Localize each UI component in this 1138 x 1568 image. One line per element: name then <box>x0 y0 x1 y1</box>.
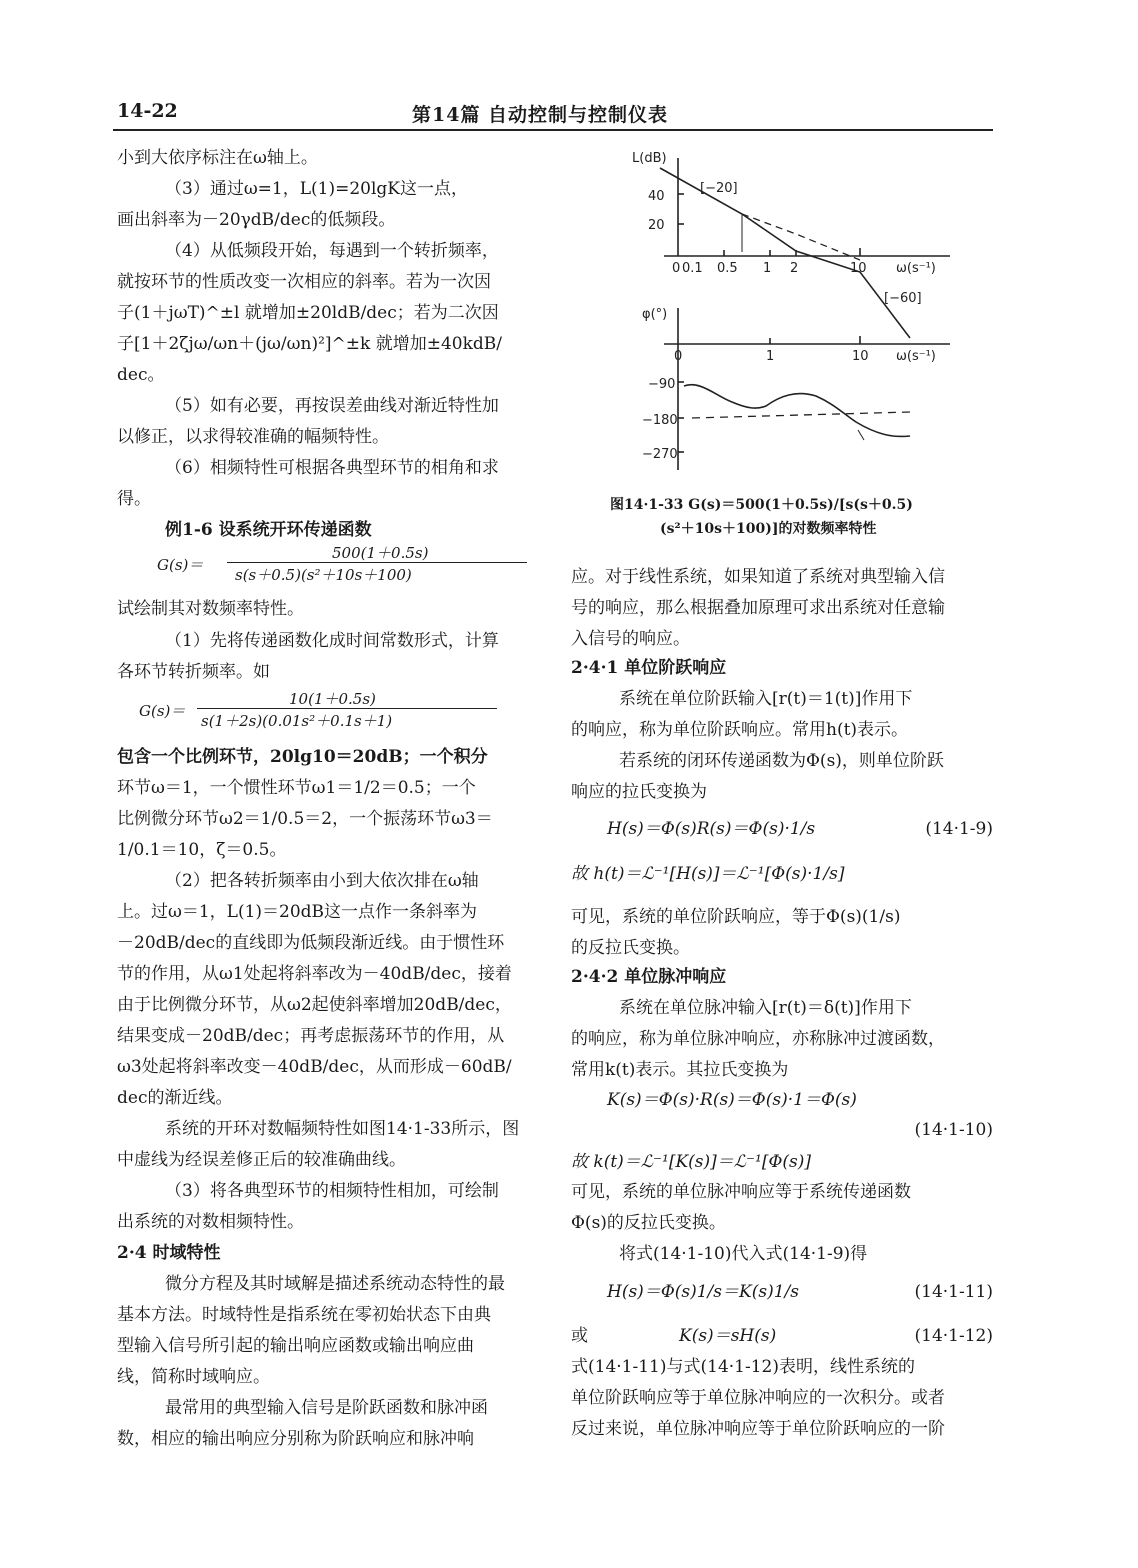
text-line: 常用k(t)表示。其拉氏变换为 <box>571 1060 789 1080</box>
text-line: 系统的开环对数幅频特性如图14·1-33所示，图 <box>165 1119 520 1139</box>
text-line: 系统在单位脉冲输入[r(t)＝δ(t)]作用下 <box>619 998 912 1018</box>
slope-label: [−60] <box>884 291 922 306</box>
figure-caption: (s²＋10s＋100)]的对数频率特性 <box>660 521 877 537</box>
text-line: Φ(s)的反拉氏变换。 <box>571 1213 726 1233</box>
text-line: 中虚线为经误差修正后的较准确曲线。 <box>117 1150 406 1170</box>
equation-14-1-9: H(s)＝Φ(s)R(s)＝Φ(s)·1/s <box>607 819 816 839</box>
text-line: 出系统的对数相频特性。 <box>117 1212 304 1232</box>
text-line: 基本方法。时域特性是指系统在零初始状态下由典 <box>117 1305 491 1325</box>
text-line: 最常用的典型输入信号是阶跃函数和脉冲函 <box>165 1398 488 1418</box>
text-line: 响应的拉氏变换为 <box>571 782 707 802</box>
text-line: （6）相频特性可根据各典型环节的相角和求 <box>165 458 499 478</box>
mag-ylabel: L(dB) <box>632 151 667 166</box>
mag-xtick: 10 <box>850 261 867 276</box>
text-line: 数，相应的输出响应分别称为阶跃响应和脉冲响 <box>117 1429 474 1449</box>
example-heading: 例1-6 设系统开环传递函数 <box>165 520 372 540</box>
phase-xtick: 1 <box>766 349 775 364</box>
mag-ytick: 40 <box>648 189 665 204</box>
text-line: （5）如有必要，再按误差曲线对渐近特性加 <box>165 396 499 416</box>
equation-number: (14·1-11) <box>914 1282 993 1302</box>
text-line: 入信号的响应。 <box>571 629 690 649</box>
text-line: 的响应，称为单位脉冲响应，亦称脉冲过渡函数， <box>571 1029 945 1049</box>
text-line: 各环节转折频率。如 <box>117 662 270 682</box>
phase-curve <box>684 385 910 437</box>
section-heading: 2·4 时域特性 <box>117 1243 221 1263</box>
text-line: －20dB/dec的直线即为低频段渐近线。由于惯性环 <box>117 933 505 953</box>
text-line: 若系统的闭环传递函数为Φ(s)，则单位阶跃 <box>619 751 944 771</box>
phase-ytick: −270 <box>642 447 678 462</box>
text-line: 的响应，称为单位阶跃响应。常用h(t)表示。 <box>571 720 909 740</box>
equation-1 <box>157 542 527 586</box>
equation-inverse-laplace: 故 k(t)＝ℒ⁻¹[K(s)]＝ℒ⁻¹[Φ(s)] <box>571 1152 812 1172</box>
text-line: 号的响应，那么根据叠加原理可求出系统对任意输 <box>571 598 945 618</box>
phase-xtick: 0 <box>674 349 683 364</box>
subsection-heading: 2·4·1 单位阶跃响应 <box>571 658 727 678</box>
text-line: （2）把各转折频率由小到大依次排在ω轴 <box>165 871 479 891</box>
text-line: 子[1＋2ζjω/ωn＋(jω/ωn)²]^±k 就增加±40kdB/ <box>117 334 503 354</box>
equation-lhs: G(s)＝ <box>139 702 186 720</box>
page-number: 14-22 <box>117 100 178 122</box>
text-line: 就按环节的性质改变一次相应的斜率。若为一次因 <box>117 272 491 292</box>
text-line: 由于比例微分环节，从ω2起使斜率增加20dB/dec， <box>117 995 512 1015</box>
equation-14-1-11: H(s)＝Φ(s)1/s＝K(s)1/s <box>607 1282 799 1302</box>
text-line: 结果变成－20dB/dec；再考虑振荡环节的作用，从 <box>117 1026 505 1046</box>
text-line: 环节ω＝1，一个惯性环节ω1＝1/2＝0.5；一个 <box>117 778 476 798</box>
mag-xlabel: ω(s⁻¹) <box>896 261 936 276</box>
bode-plot-figure <box>620 148 960 478</box>
text-line: 可见，系统的单位阶跃响应，等于Φ(s)(1/s) <box>571 907 901 927</box>
text-line: （4）从低频段开始，每遇到一个转折频率， <box>165 241 499 261</box>
text-line: 包含一个比例环节，20lg10＝20dB；一个积分 <box>117 747 488 767</box>
text-line: 的反拉氏变换。 <box>571 938 690 958</box>
text-line: 式(14·1-11)与式(14·1-12)表明，线性系统的 <box>571 1357 915 1377</box>
equation-inverse-laplace: 故 h(t)＝ℒ⁻¹[H(s)]＝ℒ⁻¹[Φ(s)·1/s] <box>571 864 845 884</box>
mag-xtick: 2 <box>790 261 799 276</box>
text-line: 线，简称时域响应。 <box>117 1367 270 1387</box>
equation-lhs: G(s)＝ <box>157 556 204 574</box>
equation-numerator: 10(1＋0.5s) <box>289 690 376 708</box>
text-line: 微分方程及其时域解是描述系统动态特性的最 <box>165 1274 505 1294</box>
text-line: dec的渐近线。 <box>117 1088 233 1108</box>
text-line: （3）通过ω=1，L(1)=20lgK这一点， <box>165 179 469 199</box>
text-line: 子(1＋jωT)^±l 就增加±20ldB/dec；若为二次因 <box>117 303 499 323</box>
minus-180-reference-line <box>692 412 910 418</box>
magnitude-asymptote-curve <box>660 168 910 338</box>
slope-label: [−20] <box>700 181 738 196</box>
mag-ytick: 20 <box>648 218 665 233</box>
text-line: 节的作用，从ω1处起将斜率改为－40dB/dec，接着 <box>117 964 512 984</box>
text-line: 画出斜率为－20γdB/dec的低频段。 <box>117 210 396 230</box>
phase-ytick: −180 <box>642 413 678 428</box>
text-line: 将式(14·1-10)代入式(14·1-9)得 <box>619 1244 868 1264</box>
text-line: 可见，系统的单位脉冲响应等于系统传递函数 <box>571 1182 911 1202</box>
header-rule <box>113 129 993 131</box>
text-line: 型输入信号所引起的输出响应函数或输出响应曲 <box>117 1336 474 1356</box>
equation-14-1-10: K(s)＝Φ(s)·R(s)＝Φ(s)·1＝Φ(s) <box>607 1090 857 1110</box>
equation-denominator: s(s＋0.5)(s²＋10s＋100) <box>235 566 412 584</box>
phase-xlabel: ω(s⁻¹) <box>896 349 936 364</box>
text-line: ω3处起将斜率改变－40dB/dec，从而形成－60dB/ <box>117 1057 512 1077</box>
text-line: 上。过ω＝1，L(1)＝20dB这一点作一条斜率为 <box>117 902 478 922</box>
text-line: 单位阶跃响应等于单位脉冲响应的一次积分。或者 <box>571 1388 945 1408</box>
phase-ytick: −90 <box>648 377 676 392</box>
text-line: 系统在单位阶跃输入[r(t)＝1(t)]作用下 <box>619 689 913 709</box>
figure-caption: 图14·1-33 G(s)＝500(1＋0.5s)/[s(s＋0.5) <box>610 497 913 513</box>
text-line: （3）将各典型环节的相频特性相加，可绘制 <box>165 1181 499 1201</box>
text-line: 以修正，以求得较准确的幅频特性。 <box>117 427 389 447</box>
equation-2 <box>139 688 509 732</box>
equation-number: (14·1-10) <box>914 1120 993 1140</box>
fraction-bar <box>227 562 527 563</box>
text-line: dec。 <box>117 365 165 385</box>
text-line: （1）先将传递函数化成时间常数形式，计算 <box>165 631 499 651</box>
text-line: 或 <box>571 1326 588 1346</box>
subsection-heading: 2·4·2 单位脉冲响应 <box>571 967 727 987</box>
text-line: 比例微分环节ω2＝1/0.5＝2，一个振荡环节ω3＝ <box>117 809 493 829</box>
mag-xtick: 0.1 <box>682 261 703 276</box>
equation-number: (14·1-9) <box>925 819 993 839</box>
text-line: 反过来说，单位脉冲响应等于单位阶跃响应的一阶 <box>571 1419 945 1439</box>
phase-xtick: 10 <box>852 349 869 364</box>
text-line: 应。对于线性系统，如果知道了系统对典型输入信 <box>571 567 945 587</box>
mag-xtick: 1 <box>763 261 772 276</box>
page-header <box>0 100 1138 130</box>
mag-xtick: 0.5 <box>717 261 738 276</box>
equation-number: (14·1-12) <box>914 1326 993 1346</box>
equation-14-1-12: K(s)＝sH(s) <box>679 1326 777 1346</box>
text-line: 小到大依序标注在ω轴上。 <box>117 148 318 168</box>
equation-denominator: s(1＋2s)(0.01s²＋0.1s＋1) <box>201 712 393 730</box>
equation-numerator: 500(1＋0.5s) <box>332 544 429 562</box>
phase-ylabel: φ(°) <box>642 307 668 322</box>
fraction-bar <box>197 708 497 709</box>
text-line: 1/0.1＝10，ζ＝0.5。 <box>117 840 287 860</box>
text-line: 得。 <box>117 489 151 509</box>
text-line: 试绘制其对数频率特性。 <box>117 599 304 619</box>
section-title: 第14篇 自动控制与控制仪表 <box>412 104 669 126</box>
phase-annotation-mark <box>858 430 864 440</box>
mag-xtick: 0 <box>672 261 681 276</box>
